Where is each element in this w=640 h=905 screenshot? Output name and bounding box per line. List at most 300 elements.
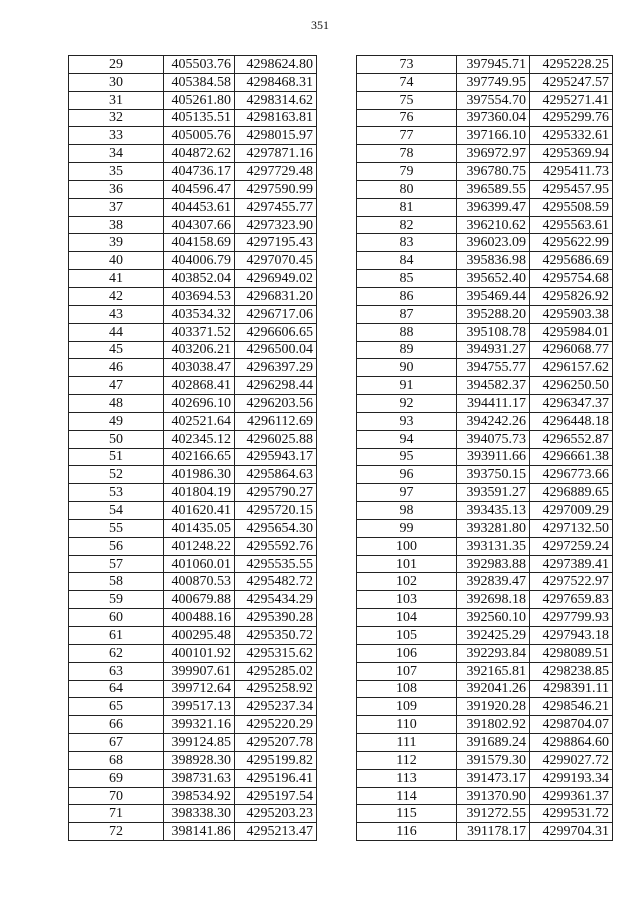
point-number-cell: 87 bbox=[357, 305, 457, 323]
table-row bbox=[357, 680, 613, 698]
table-row bbox=[69, 56, 317, 74]
x-coordinate-cell: 393281.80 bbox=[457, 519, 530, 537]
y-coordinate-cell: 4296448.18 bbox=[530, 412, 613, 430]
x-coordinate-cell: 400488.16 bbox=[164, 609, 235, 627]
table-row bbox=[69, 716, 317, 734]
point-number-cell: 60 bbox=[69, 609, 164, 627]
table-row bbox=[357, 198, 613, 216]
y-coordinate-cell: 4299361.37 bbox=[530, 787, 613, 805]
x-coordinate-cell: 394582.37 bbox=[457, 377, 530, 395]
point-number-cell: 115 bbox=[357, 805, 457, 823]
x-coordinate-cell: 404158.69 bbox=[164, 234, 235, 252]
x-coordinate-cell: 403534.32 bbox=[164, 305, 235, 323]
table-row bbox=[357, 716, 613, 734]
point-number-cell: 62 bbox=[69, 644, 164, 662]
y-coordinate-cell: 4298468.31 bbox=[235, 73, 317, 91]
table-row bbox=[357, 751, 613, 769]
x-coordinate-cell: 396210.62 bbox=[457, 216, 530, 234]
point-number-cell: 46 bbox=[69, 359, 164, 377]
x-coordinate-cell: 392839.47 bbox=[457, 573, 530, 591]
table-row bbox=[69, 430, 317, 448]
table-row bbox=[69, 502, 317, 520]
point-number-cell: 105 bbox=[357, 627, 457, 645]
x-coordinate-cell: 404596.47 bbox=[164, 180, 235, 198]
point-number-cell: 67 bbox=[69, 734, 164, 752]
table-row bbox=[69, 769, 317, 787]
x-coordinate-cell: 404006.79 bbox=[164, 252, 235, 270]
point-number-cell: 116 bbox=[357, 823, 457, 841]
point-number-cell: 52 bbox=[69, 466, 164, 484]
point-number-cell: 69 bbox=[69, 769, 164, 787]
x-coordinate-cell: 397945.71 bbox=[457, 56, 530, 74]
y-coordinate-cell: 4299193.34 bbox=[530, 769, 613, 787]
point-number-cell: 49 bbox=[69, 412, 164, 430]
point-number-cell: 37 bbox=[69, 198, 164, 216]
point-number-cell: 50 bbox=[69, 430, 164, 448]
table-row bbox=[357, 109, 613, 127]
point-number-cell: 103 bbox=[357, 591, 457, 609]
table-row bbox=[69, 412, 317, 430]
point-number-cell: 53 bbox=[69, 484, 164, 502]
x-coordinate-cell: 397360.04 bbox=[457, 109, 530, 127]
point-number-cell: 110 bbox=[357, 716, 457, 734]
x-coordinate-cell: 392425.29 bbox=[457, 627, 530, 645]
point-number-cell: 36 bbox=[69, 180, 164, 198]
x-coordinate-cell: 400295.48 bbox=[164, 627, 235, 645]
x-coordinate-cell: 393435.13 bbox=[457, 502, 530, 520]
point-number-cell: 92 bbox=[357, 395, 457, 413]
table-row bbox=[357, 412, 613, 430]
table-row bbox=[357, 698, 613, 716]
y-coordinate-cell: 4295285.02 bbox=[235, 662, 317, 680]
x-coordinate-cell: 397554.70 bbox=[457, 91, 530, 109]
table-row bbox=[69, 341, 317, 359]
point-number-cell: 80 bbox=[357, 180, 457, 198]
x-coordinate-cell: 401060.01 bbox=[164, 555, 235, 573]
y-coordinate-cell: 4296773.66 bbox=[530, 466, 613, 484]
point-number-cell: 104 bbox=[357, 609, 457, 627]
x-coordinate-cell: 395108.78 bbox=[457, 323, 530, 341]
table-row bbox=[357, 805, 613, 823]
table-row bbox=[69, 216, 317, 234]
table-row bbox=[357, 609, 613, 627]
x-coordinate-cell: 391579.30 bbox=[457, 751, 530, 769]
y-coordinate-cell: 4295411.73 bbox=[530, 163, 613, 181]
y-coordinate-cell: 4295622.99 bbox=[530, 234, 613, 252]
table-row bbox=[69, 627, 317, 645]
y-coordinate-cell: 4297455.77 bbox=[235, 198, 317, 216]
y-coordinate-cell: 4297590.99 bbox=[235, 180, 317, 198]
x-coordinate-cell: 394755.77 bbox=[457, 359, 530, 377]
point-number-cell: 106 bbox=[357, 644, 457, 662]
point-number-cell: 85 bbox=[357, 270, 457, 288]
x-coordinate-cell: 395469.44 bbox=[457, 287, 530, 305]
x-coordinate-cell: 401248.22 bbox=[164, 537, 235, 555]
table-row bbox=[357, 627, 613, 645]
table-row bbox=[69, 359, 317, 377]
table-row bbox=[69, 305, 317, 323]
y-coordinate-cell: 4296500.04 bbox=[235, 341, 317, 359]
point-number-cell: 41 bbox=[69, 270, 164, 288]
y-coordinate-cell: 4297522.97 bbox=[530, 573, 613, 591]
point-number-cell: 57 bbox=[69, 555, 164, 573]
y-coordinate-cell: 4299531.72 bbox=[530, 805, 613, 823]
point-number-cell: 34 bbox=[69, 145, 164, 163]
coordinates-table-right bbox=[356, 55, 613, 841]
y-coordinate-cell: 4296298.44 bbox=[235, 377, 317, 395]
table-row bbox=[69, 466, 317, 484]
point-number-cell: 47 bbox=[69, 377, 164, 395]
table-row bbox=[69, 698, 317, 716]
table-row bbox=[357, 573, 613, 591]
point-number-cell: 31 bbox=[69, 91, 164, 109]
y-coordinate-cell: 4295434.29 bbox=[235, 591, 317, 609]
point-number-cell: 93 bbox=[357, 412, 457, 430]
table-row bbox=[357, 234, 613, 252]
table-row bbox=[357, 787, 613, 805]
y-coordinate-cell: 4295457.95 bbox=[530, 180, 613, 198]
y-coordinate-cell: 4295903.38 bbox=[530, 305, 613, 323]
point-number-cell: 48 bbox=[69, 395, 164, 413]
x-coordinate-cell: 402345.12 bbox=[164, 430, 235, 448]
table-row bbox=[69, 395, 317, 413]
y-coordinate-cell: 4295864.63 bbox=[235, 466, 317, 484]
table-row bbox=[69, 555, 317, 573]
point-number-cell: 108 bbox=[357, 680, 457, 698]
table-row bbox=[357, 305, 613, 323]
point-number-cell: 64 bbox=[69, 680, 164, 698]
x-coordinate-cell: 400870.53 bbox=[164, 573, 235, 591]
x-coordinate-cell: 398141.86 bbox=[164, 823, 235, 841]
point-number-cell: 73 bbox=[357, 56, 457, 74]
table-row bbox=[357, 73, 613, 91]
x-coordinate-cell: 402696.10 bbox=[164, 395, 235, 413]
point-number-cell: 89 bbox=[357, 341, 457, 359]
point-number-cell: 112 bbox=[357, 751, 457, 769]
coordinates-table-left bbox=[68, 55, 317, 841]
table-row bbox=[357, 662, 613, 680]
table-row bbox=[357, 287, 613, 305]
x-coordinate-cell: 402166.65 bbox=[164, 448, 235, 466]
point-number-cell: 96 bbox=[357, 466, 457, 484]
x-coordinate-cell: 396023.09 bbox=[457, 234, 530, 252]
point-number-cell: 70 bbox=[69, 787, 164, 805]
y-coordinate-cell: 4295271.41 bbox=[530, 91, 613, 109]
point-number-cell: 75 bbox=[357, 91, 457, 109]
table-row bbox=[69, 787, 317, 805]
x-coordinate-cell: 396972.97 bbox=[457, 145, 530, 163]
x-coordinate-cell: 396589.55 bbox=[457, 180, 530, 198]
x-coordinate-cell: 398338.30 bbox=[164, 805, 235, 823]
table-row bbox=[357, 323, 613, 341]
y-coordinate-cell: 4297195.43 bbox=[235, 234, 317, 252]
table-row bbox=[357, 448, 613, 466]
x-coordinate-cell: 393591.27 bbox=[457, 484, 530, 502]
x-coordinate-cell: 401620.41 bbox=[164, 502, 235, 520]
table-row bbox=[69, 537, 317, 555]
y-coordinate-cell: 4298163.81 bbox=[235, 109, 317, 127]
y-coordinate-cell: 4295199.82 bbox=[235, 751, 317, 769]
y-coordinate-cell: 4295790.27 bbox=[235, 484, 317, 502]
table-row bbox=[69, 751, 317, 769]
y-coordinate-cell: 4297799.93 bbox=[530, 609, 613, 627]
point-number-cell: 91 bbox=[357, 377, 457, 395]
point-number-cell: 76 bbox=[357, 109, 457, 127]
table-row bbox=[357, 359, 613, 377]
table-row bbox=[357, 216, 613, 234]
table-row bbox=[357, 270, 613, 288]
y-coordinate-cell: 4295754.68 bbox=[530, 270, 613, 288]
point-number-cell: 111 bbox=[357, 734, 457, 752]
y-coordinate-cell: 4298314.62 bbox=[235, 91, 317, 109]
x-coordinate-cell: 404736.17 bbox=[164, 163, 235, 181]
table-row bbox=[69, 823, 317, 841]
x-coordinate-cell: 391802.92 bbox=[457, 716, 530, 734]
point-number-cell: 71 bbox=[69, 805, 164, 823]
x-coordinate-cell: 392165.81 bbox=[457, 662, 530, 680]
x-coordinate-cell: 392560.10 bbox=[457, 609, 530, 627]
point-number-cell: 101 bbox=[357, 555, 457, 573]
x-coordinate-cell: 391370.90 bbox=[457, 787, 530, 805]
table-row bbox=[69, 234, 317, 252]
y-coordinate-cell: 4295213.47 bbox=[235, 823, 317, 841]
point-number-cell: 94 bbox=[357, 430, 457, 448]
x-coordinate-cell: 401986.30 bbox=[164, 466, 235, 484]
x-coordinate-cell: 399517.13 bbox=[164, 698, 235, 716]
table-row bbox=[69, 163, 317, 181]
y-coordinate-cell: 4298624.80 bbox=[235, 56, 317, 74]
y-coordinate-cell: 4295535.55 bbox=[235, 555, 317, 573]
y-coordinate-cell: 4295258.92 bbox=[235, 680, 317, 698]
y-coordinate-cell: 4295315.62 bbox=[235, 644, 317, 662]
y-coordinate-cell: 4295482.72 bbox=[235, 573, 317, 591]
table-row bbox=[357, 591, 613, 609]
x-coordinate-cell: 394411.17 bbox=[457, 395, 530, 413]
x-coordinate-cell: 400679.88 bbox=[164, 591, 235, 609]
y-coordinate-cell: 4297659.83 bbox=[530, 591, 613, 609]
x-coordinate-cell: 405005.76 bbox=[164, 127, 235, 145]
point-number-cell: 74 bbox=[357, 73, 457, 91]
x-coordinate-cell: 394931.27 bbox=[457, 341, 530, 359]
table-row bbox=[357, 127, 613, 145]
table-row bbox=[357, 91, 613, 109]
y-coordinate-cell: 4296661.38 bbox=[530, 448, 613, 466]
x-coordinate-cell: 402521.64 bbox=[164, 412, 235, 430]
x-coordinate-cell: 399907.61 bbox=[164, 662, 235, 680]
point-number-cell: 58 bbox=[69, 573, 164, 591]
y-coordinate-cell: 4295720.15 bbox=[235, 502, 317, 520]
y-coordinate-cell: 4295686.69 bbox=[530, 252, 613, 270]
table-row bbox=[69, 573, 317, 591]
y-coordinate-cell: 4298089.51 bbox=[530, 644, 613, 662]
y-coordinate-cell: 4295332.61 bbox=[530, 127, 613, 145]
x-coordinate-cell: 395288.20 bbox=[457, 305, 530, 323]
table-row bbox=[357, 555, 613, 573]
y-coordinate-cell: 4297132.50 bbox=[530, 519, 613, 537]
point-number-cell: 38 bbox=[69, 216, 164, 234]
table-row bbox=[69, 609, 317, 627]
y-coordinate-cell: 4296025.88 bbox=[235, 430, 317, 448]
point-number-cell: 29 bbox=[69, 56, 164, 74]
x-coordinate-cell: 405384.58 bbox=[164, 73, 235, 91]
point-number-cell: 109 bbox=[357, 698, 457, 716]
y-coordinate-cell: 4296552.87 bbox=[530, 430, 613, 448]
y-coordinate-cell: 4299704.31 bbox=[530, 823, 613, 841]
table-row bbox=[69, 180, 317, 198]
x-coordinate-cell: 398731.63 bbox=[164, 769, 235, 787]
y-coordinate-cell: 4296347.37 bbox=[530, 395, 613, 413]
y-coordinate-cell: 4295350.72 bbox=[235, 627, 317, 645]
point-number-cell: 86 bbox=[357, 287, 457, 305]
table-row bbox=[357, 734, 613, 752]
table-row bbox=[357, 484, 613, 502]
y-coordinate-cell: 4296112.69 bbox=[235, 412, 317, 430]
x-coordinate-cell: 396780.75 bbox=[457, 163, 530, 181]
y-coordinate-cell: 4297009.29 bbox=[530, 502, 613, 520]
x-coordinate-cell: 397749.95 bbox=[457, 73, 530, 91]
table-row bbox=[69, 377, 317, 395]
y-coordinate-cell: 4295984.01 bbox=[530, 323, 613, 341]
y-coordinate-cell: 4295369.94 bbox=[530, 145, 613, 163]
point-number-cell: 63 bbox=[69, 662, 164, 680]
x-coordinate-cell: 394242.26 bbox=[457, 412, 530, 430]
x-coordinate-cell: 395652.40 bbox=[457, 270, 530, 288]
point-number-cell: 78 bbox=[357, 145, 457, 163]
y-coordinate-cell: 4295228.25 bbox=[530, 56, 613, 74]
y-coordinate-cell: 4296397.29 bbox=[235, 359, 317, 377]
y-coordinate-cell: 4297070.45 bbox=[235, 252, 317, 270]
y-coordinate-cell: 4295563.61 bbox=[530, 216, 613, 234]
x-coordinate-cell: 403371.52 bbox=[164, 323, 235, 341]
y-coordinate-cell: 4295390.28 bbox=[235, 609, 317, 627]
page-number: 351 bbox=[311, 18, 329, 32]
table-row bbox=[69, 323, 317, 341]
x-coordinate-cell: 398534.92 bbox=[164, 787, 235, 805]
table-row bbox=[357, 163, 613, 181]
point-number-cell: 44 bbox=[69, 323, 164, 341]
point-number-cell: 81 bbox=[357, 198, 457, 216]
y-coordinate-cell: 4295203.23 bbox=[235, 805, 317, 823]
x-coordinate-cell: 401804.19 bbox=[164, 484, 235, 502]
y-coordinate-cell: 4298015.97 bbox=[235, 127, 317, 145]
table-row bbox=[69, 519, 317, 537]
y-coordinate-cell: 4295654.30 bbox=[235, 519, 317, 537]
point-number-cell: 72 bbox=[69, 823, 164, 841]
x-coordinate-cell: 393911.66 bbox=[457, 448, 530, 466]
point-number-cell: 32 bbox=[69, 109, 164, 127]
table-row bbox=[357, 180, 613, 198]
table-row bbox=[357, 466, 613, 484]
point-number-cell: 79 bbox=[357, 163, 457, 181]
x-coordinate-cell: 405503.76 bbox=[164, 56, 235, 74]
x-coordinate-cell: 403852.04 bbox=[164, 270, 235, 288]
table-row bbox=[357, 341, 613, 359]
point-number-cell: 90 bbox=[357, 359, 457, 377]
point-number-cell: 45 bbox=[69, 341, 164, 359]
point-number-cell: 42 bbox=[69, 287, 164, 305]
table-row bbox=[69, 73, 317, 91]
x-coordinate-cell: 392983.88 bbox=[457, 555, 530, 573]
y-coordinate-cell: 4298238.85 bbox=[530, 662, 613, 680]
y-coordinate-cell: 4297729.48 bbox=[235, 163, 317, 181]
y-coordinate-cell: 4295508.59 bbox=[530, 198, 613, 216]
y-coordinate-cell: 4295943.17 bbox=[235, 448, 317, 466]
x-coordinate-cell: 404872.62 bbox=[164, 145, 235, 163]
y-coordinate-cell: 4299027.72 bbox=[530, 751, 613, 769]
y-coordinate-cell: 4298546.21 bbox=[530, 698, 613, 716]
table-row bbox=[69, 734, 317, 752]
x-coordinate-cell: 399124.85 bbox=[164, 734, 235, 752]
y-coordinate-cell: 4296068.77 bbox=[530, 341, 613, 359]
x-coordinate-cell: 391473.17 bbox=[457, 769, 530, 787]
y-coordinate-cell: 4296717.06 bbox=[235, 305, 317, 323]
table-row bbox=[357, 823, 613, 841]
table-row bbox=[357, 56, 613, 74]
point-number-cell: 82 bbox=[357, 216, 457, 234]
table-row bbox=[69, 805, 317, 823]
x-coordinate-cell: 395836.98 bbox=[457, 252, 530, 270]
x-coordinate-cell: 394075.73 bbox=[457, 430, 530, 448]
y-coordinate-cell: 4295237.34 bbox=[235, 698, 317, 716]
y-coordinate-cell: 4295592.76 bbox=[235, 537, 317, 555]
point-number-cell: 95 bbox=[357, 448, 457, 466]
x-coordinate-cell: 392698.18 bbox=[457, 591, 530, 609]
point-number-cell: 68 bbox=[69, 751, 164, 769]
y-coordinate-cell: 4295197.54 bbox=[235, 787, 317, 805]
x-coordinate-cell: 401435.05 bbox=[164, 519, 235, 537]
y-coordinate-cell: 4295220.29 bbox=[235, 716, 317, 734]
table-row bbox=[357, 537, 613, 555]
point-number-cell: 65 bbox=[69, 698, 164, 716]
table-row bbox=[357, 430, 613, 448]
y-coordinate-cell: 4297871.16 bbox=[235, 145, 317, 163]
point-number-cell: 114 bbox=[357, 787, 457, 805]
y-coordinate-cell: 4296949.02 bbox=[235, 270, 317, 288]
y-coordinate-cell: 4297943.18 bbox=[530, 627, 613, 645]
point-number-cell: 98 bbox=[357, 502, 457, 520]
x-coordinate-cell: 397166.10 bbox=[457, 127, 530, 145]
point-number-cell: 33 bbox=[69, 127, 164, 145]
table-row bbox=[357, 377, 613, 395]
table-row bbox=[357, 145, 613, 163]
x-coordinate-cell: 399712.64 bbox=[164, 680, 235, 698]
table-row bbox=[357, 644, 613, 662]
table-row bbox=[69, 644, 317, 662]
table-row bbox=[357, 519, 613, 537]
point-number-cell: 30 bbox=[69, 73, 164, 91]
x-coordinate-cell: 402868.41 bbox=[164, 377, 235, 395]
y-coordinate-cell: 4296203.56 bbox=[235, 395, 317, 413]
point-number-cell: 107 bbox=[357, 662, 457, 680]
y-coordinate-cell: 4295299.76 bbox=[530, 109, 613, 127]
y-coordinate-cell: 4298391.11 bbox=[530, 680, 613, 698]
table-row bbox=[69, 270, 317, 288]
point-number-cell: 39 bbox=[69, 234, 164, 252]
x-coordinate-cell: 391920.28 bbox=[457, 698, 530, 716]
table-row bbox=[69, 484, 317, 502]
y-coordinate-cell: 4296157.62 bbox=[530, 359, 613, 377]
point-number-cell: 100 bbox=[357, 537, 457, 555]
point-number-cell: 40 bbox=[69, 252, 164, 270]
x-coordinate-cell: 403694.53 bbox=[164, 287, 235, 305]
point-number-cell: 84 bbox=[357, 252, 457, 270]
x-coordinate-cell: 391272.55 bbox=[457, 805, 530, 823]
table-row bbox=[69, 252, 317, 270]
x-coordinate-cell: 405261.80 bbox=[164, 91, 235, 109]
x-coordinate-cell: 396399.47 bbox=[457, 198, 530, 216]
table-row bbox=[357, 395, 613, 413]
x-coordinate-cell: 392041.26 bbox=[457, 680, 530, 698]
